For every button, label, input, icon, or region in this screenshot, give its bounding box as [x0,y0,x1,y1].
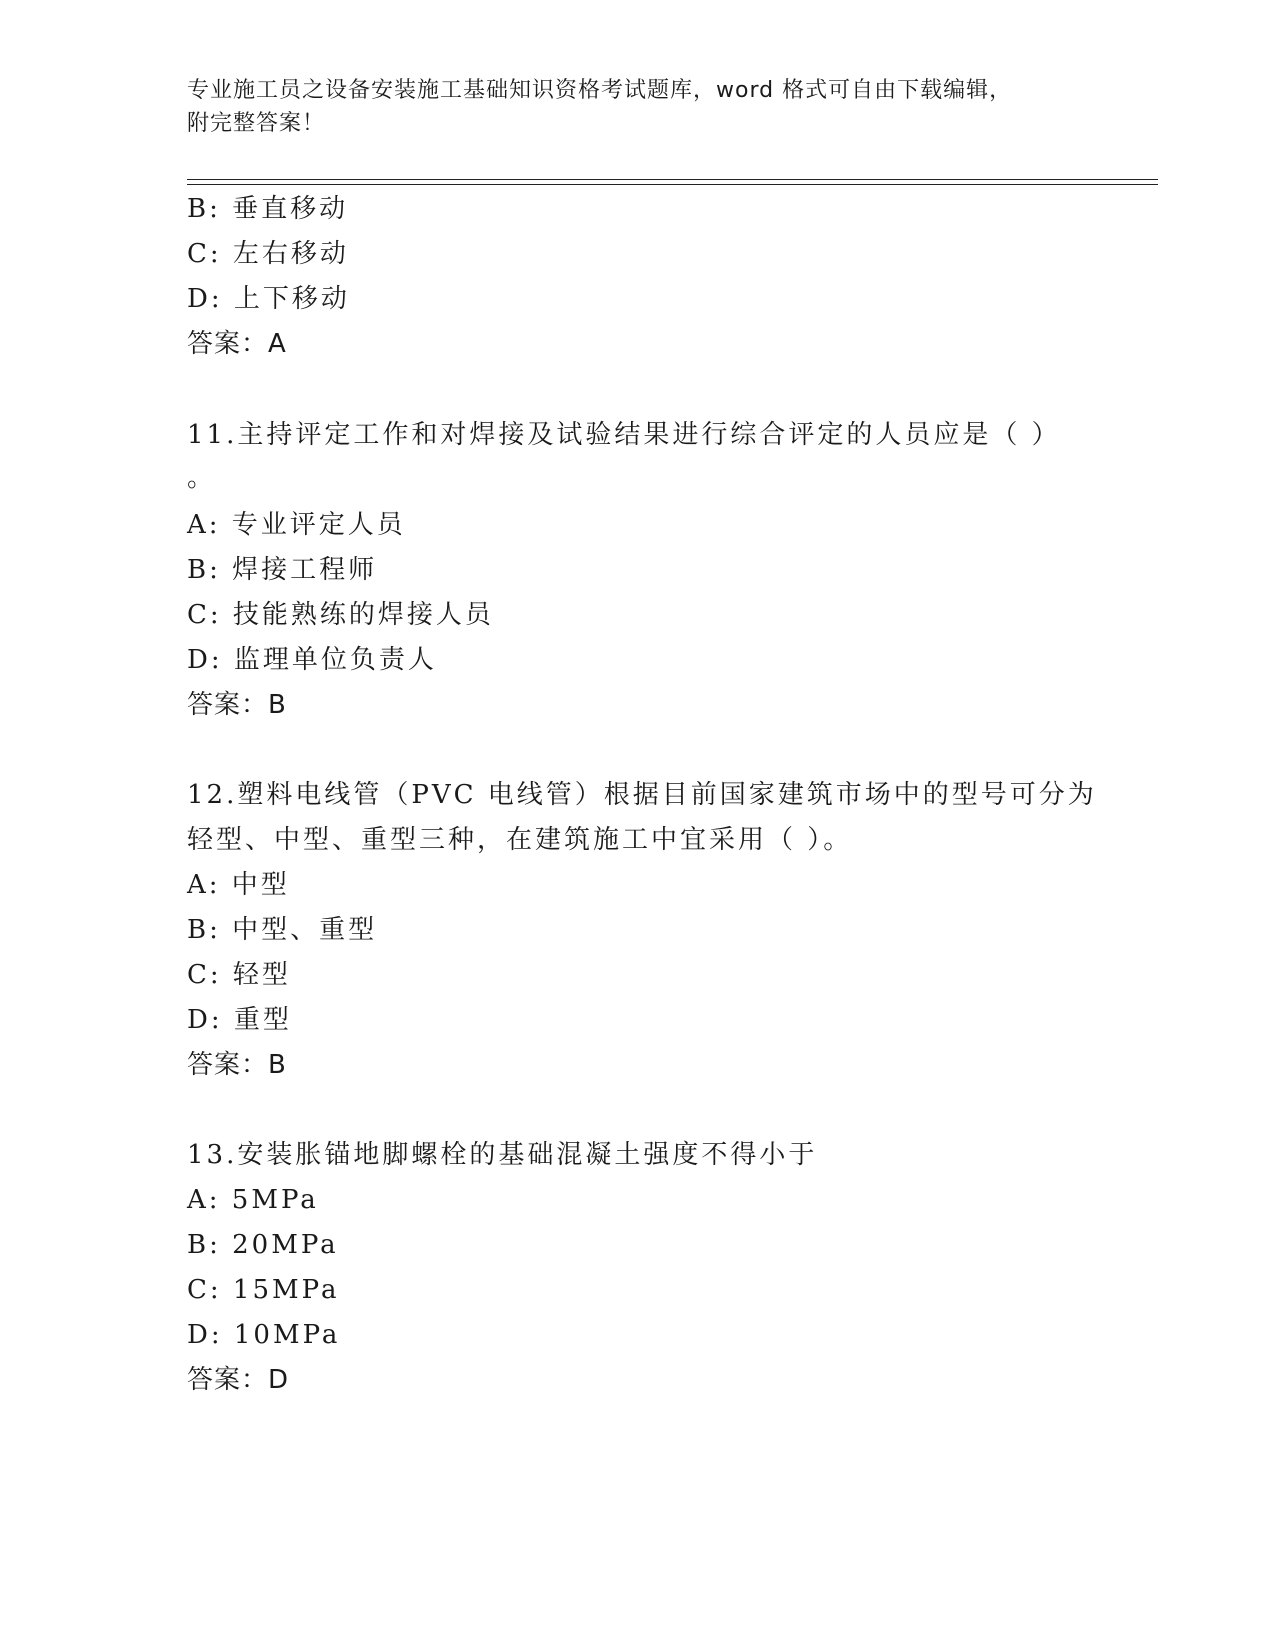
option-c: C: 15MPa [187,1275,340,1305]
header-divider-top [187,179,1158,180]
option-b: B: 焊接工程师 [187,555,378,585]
option-c: C: 左右移动 [187,239,349,269]
header-line-2: 附完整答案！ [187,111,326,136]
option-b: B: 垂直移动 [187,194,349,224]
question-stem: 13.安装胀锚地脚螺栓的基础混凝土强度不得小于 [187,1140,818,1170]
answer-line: 答案：B [187,690,287,720]
answer-line: 答案：A [187,329,287,359]
header-divider-bottom [187,184,1158,185]
option-b: B: 中型、重型 [187,915,378,945]
question-stem: 轻型、中型、重型三种，在建筑施工中宜采用（ ）。 [187,825,853,855]
option-d: D: 重型 [187,1005,292,1035]
answer-line: 答案：D [187,1365,290,1395]
option-c: C: 技能熟练的焊接人员 [187,600,494,630]
answer-line: 答案：B [187,1050,287,1080]
header-line-1: 专业施工员之设备安装施工基础知识资格考试题库，word 格式可自由下载编辑， [187,78,1013,103]
option-c: C: 轻型 [187,960,291,990]
question-stem: 。 [187,463,217,493]
option-d: D: 10MPa [187,1320,341,1350]
option-b: B: 20MPa [187,1230,339,1260]
option-d: D: 监理单位负责人 [187,645,437,675]
question-stem: 12.塑料电线管（PVC 电线管）根据目前国家建筑市场中的型号可分为 [187,780,1097,810]
option-a: A: 专业评定人员 [187,510,406,540]
option-d: D: 上下移动 [187,284,350,314]
document-header [187,74,1087,140]
option-a: A: 中型 [187,870,290,900]
option-a: A: 5MPa [187,1185,319,1215]
question-stem: 11.主持评定工作和对焊接及试验结果进行综合评定的人员应是（ ） [187,420,1061,450]
